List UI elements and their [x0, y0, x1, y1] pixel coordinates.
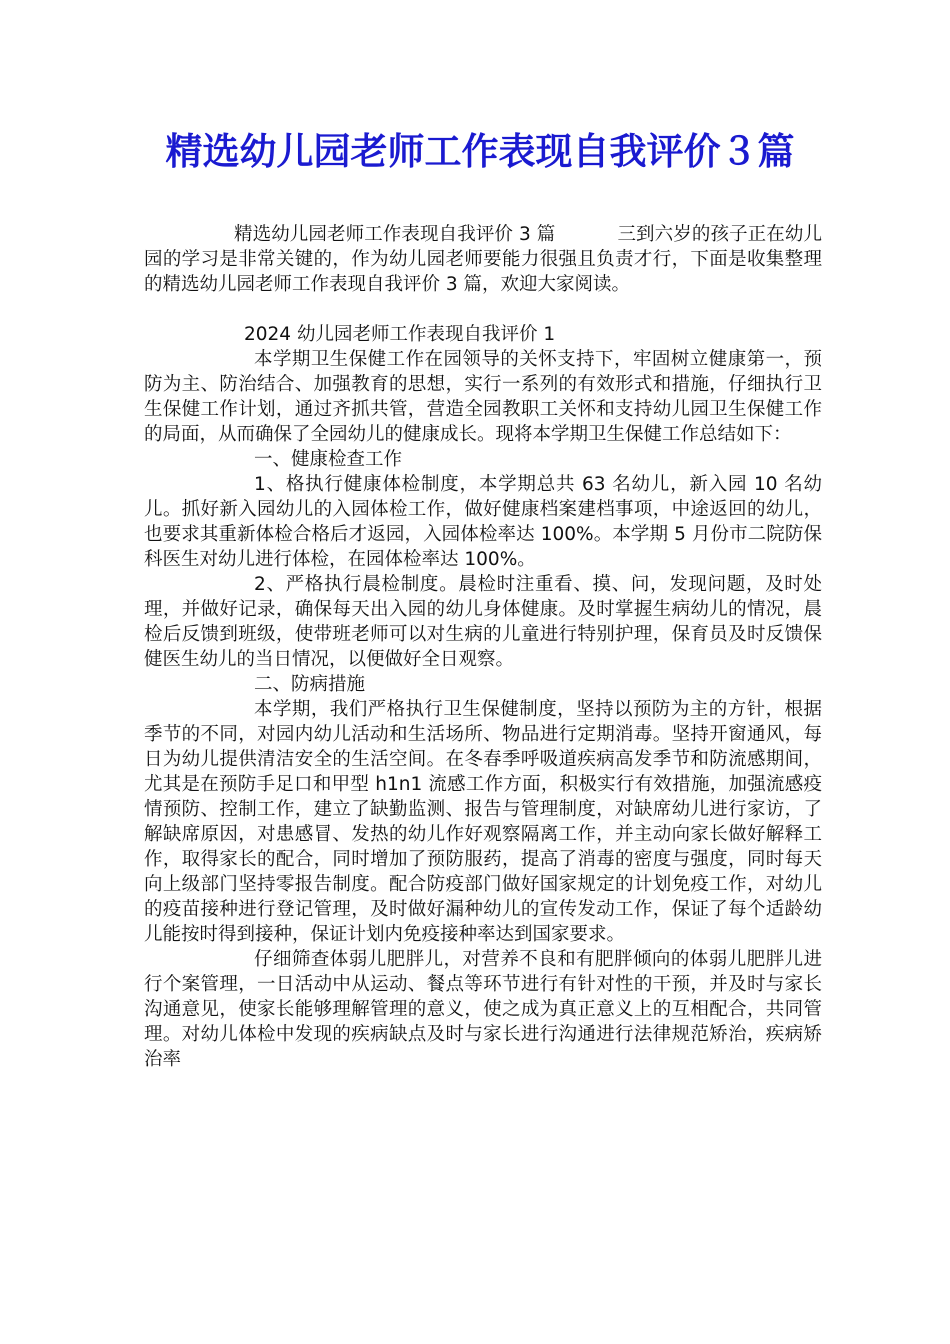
body-paragraph: 2、严格执行晨检制度。晨检时注重看、摸、问，发现问题，及时处理，并做好记录，确保每天出入园的幼儿身体健康。及时掌握生病幼儿的情况，晨检后反馈到班级，使带班老师可以对生病的儿童进行特别护理，保育员及时反馈保健医生幼儿的当日情况，以便做好全日观察。 [144, 574, 822, 670]
body-paragraph: 1、格执行健康体检制度，本学期总共 63 名幼儿，新入园 10 名幼儿。抓好新入园幼儿的入园体检工作，做好健康档案建档事项，中途返回的幼儿，也要求其重新体检合格后才返园，入园体检率达 100%。本学期 5 月份市二院防保科医生对幼儿进行体检，在园体检率达 100%。 [144, 474, 822, 570]
intro-text: 三到六岁的孩子正在幼儿园的学习是非常关键的，作为幼儿园老师要能力很强且负责才行，下面是收集整理的精选幼儿园老师工作表现自我评价 3 篇，欢迎大家阅读。 [144, 224, 822, 295]
intro-paragraph [144, 222, 822, 297]
body-paragraph: 本学期，我们严格执行卫生保健制度，坚持以预防为主的方针，根据季节的不同，对园内幼儿活动和生活场所、物品进行定期消毒。坚持开窗通风，每日为幼儿提供清洁安全的生活空间。在冬春季呼吸道疾病高发季节和防流感期间，尤其是在预防手足口和甲型 h1n1 流感工作方面，积极实行有效措施，加强流感疫情预防、控制工作，建立了缺勤监测、报告与管理制度，对缺席幼儿进行家访，了解缺席原因，对患感冒、发热的幼儿作好观察隔离工作，并主动向家长做好解释工作，取得家长的配合，同时增加了预防服药，提高了消毒的密度与强度，同时每天向上级部门坚持零报告制度。配合防疫部门做好国家规定的计划免疫工作，对幼儿的疫苗接种进行登记管理，及时做好漏种幼儿的宣传发动工作，保证了每个适龄幼儿能按时得到接种，保证计划内免疫接种率达到国家要求。 [144, 699, 822, 945]
section-heading: 一、健康检查工作 [254, 449, 403, 470]
section-title: 2024 幼儿园老师工作表现自我评价 1 [244, 324, 556, 345]
intro-title: 精选幼儿园老师工作表现自我评价 3 篇 [234, 224, 556, 245]
paragraph-gap [144, 297, 822, 322]
document-title: 精选幼儿园老师工作表现自我评价３篇 [165, 129, 795, 173]
body-paragraph: 本学期卫生保健工作在园领导的关怀支持下，牢固树立健康第一，预防为主、防治结合、加强教育的思想，实行一系列的有效形式和措施，仔细执行卫生保健工作计划，通过齐抓共管，营造全园教职工关怀和支持幼儿园卫生保健工作的局面，从而确保了全园幼儿的健康成长。现将本学期卫生保健工作总结如下： [144, 349, 822, 445]
body-paragraph: 仔细筛查体弱儿肥胖儿，对营养不良和有肥胖倾向的体弱儿肥胖儿进行个案管理，一日活动中从运动、餐点等环节进行有针对性的干预，并及时与家长沟通意见，使家长能够理解管理的意义，使之成为真正意义上的互相配合，共同管理。对幼儿体检中发现的疾病缺点及时与家长进行沟通进行法律规范矫治，疾病矫治率 [144, 949, 822, 1070]
document-body [144, 222, 822, 1072]
section-heading: 二、防病措施 [254, 674, 366, 695]
